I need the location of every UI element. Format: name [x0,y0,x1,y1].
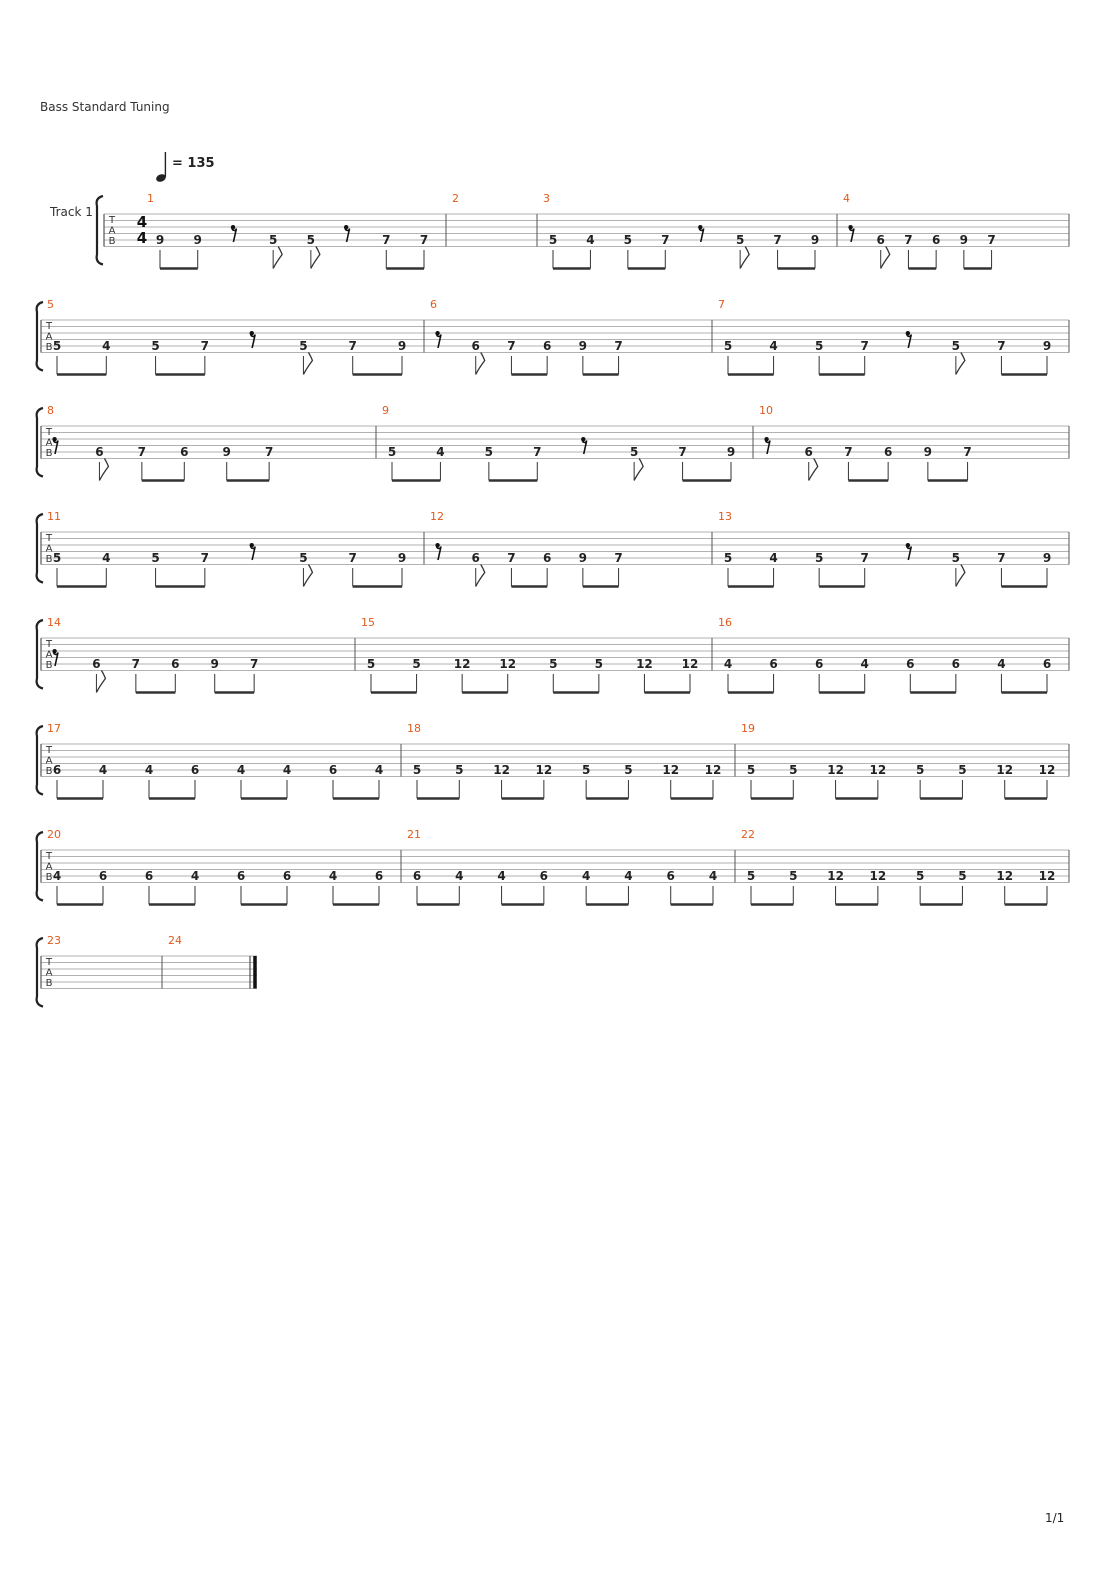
system-bracket [37,832,43,901]
note-flag [956,353,965,375]
eighth-rest-dot [231,225,235,229]
fret-number: 7 [904,233,913,247]
eighth-rest-dot [906,543,910,547]
measure-number: 24 [168,934,182,947]
fret-number: 5 [958,763,967,777]
fret-number: 6 [98,869,108,883]
fret-number: 5 [455,763,464,777]
fret-number: 7 [963,445,972,459]
fret-number: 12 [681,657,699,671]
tab-clef-letter: A [45,755,53,767]
fret-number: 5 [915,869,925,883]
tab-clef-letter: B [45,766,53,777]
measure-number: 15 [361,616,375,629]
tab-clef-letter: T [45,957,53,968]
tab-clef-letter: B [45,660,53,671]
note-flag [273,247,282,269]
fret-number: 6 [52,763,62,777]
fret-number: 7 [997,339,1006,353]
fret-number: 5 [814,551,824,565]
time-signature-bottom: 4 [136,229,148,247]
fret-number: 6 [769,657,778,671]
measure-number: 11 [47,510,61,523]
tab-clef-letter: B [45,342,53,353]
tuning-label: Bass Standard Tuning [40,100,170,114]
fret-number: 4 [328,869,338,883]
fret-number: 6 [95,445,104,459]
fret-number: 6 [542,551,552,565]
fret-number: 5 [151,551,160,565]
eighth-rest-dot [435,543,439,547]
tab-clef-letter: T [45,427,53,438]
fret-number: 7 [507,551,516,565]
fret-number: 7 [249,657,259,671]
fret-number: 7 [200,551,210,565]
fret-number: 9 [923,445,933,459]
fret-number: 6 [951,657,961,671]
fret-number: 7 [860,339,869,353]
fret-number: 6 [471,551,480,565]
measure-number: 17 [47,722,61,735]
fret-number: 6 [876,233,885,247]
fret-number: 5 [484,445,494,459]
fret-number: 4 [374,763,384,777]
fret-number: 4 [497,869,506,883]
fret-number: 5 [723,551,733,565]
fret-number: 5 [387,445,397,459]
tab-clef-letter: T [45,533,53,544]
measure-number: 18 [407,722,421,735]
fret-number: 7 [773,233,782,247]
eighth-rest-dot [764,437,768,441]
measure-number: 13 [718,510,732,523]
fret-number: 5 [746,869,756,883]
fret-number: 5 [549,657,558,671]
fret-number: 4 [144,763,154,777]
system-bracket [37,620,43,689]
fret-number: 5 [299,339,308,353]
fret-number: 9 [222,445,231,459]
note-flag [634,459,643,481]
fret-number: 7 [614,339,623,353]
measure-number: 21 [407,828,421,841]
fret-number: 7 [614,551,623,565]
measure-number: 3 [543,192,550,205]
fret-number: 6 [814,657,824,671]
note-flag [303,353,312,375]
note-flag [303,565,312,587]
measure-number: 23 [47,934,61,947]
eighth-rest-dot [344,225,348,229]
fret-number: 6 [1042,657,1052,671]
eighth-rest-dot [848,225,852,229]
fret-number: 5 [268,233,278,247]
fret-number: 5 [366,657,376,671]
fret-number: 12 [535,763,553,777]
measure-number: 2 [452,192,459,205]
fret-number: 5 [594,657,604,671]
page-number: 1/1 [1045,1511,1065,1525]
fret-number: 7 [533,445,542,459]
fret-number: 7 [419,233,429,247]
fret-number: 6 [883,445,893,459]
system-bracket [37,408,43,477]
fret-number: 12 [827,869,844,883]
fret-number: 9 [726,445,736,459]
measure-number: 10 [759,404,773,417]
fret-number: 12 [996,869,1014,883]
fret-number: 7 [137,445,147,459]
measure-number: 14 [47,616,61,629]
fret-number: 7 [661,233,670,247]
fret-number: 5 [548,233,558,247]
fret-number: 5 [746,763,756,777]
tab-clef-letter: B [45,872,53,883]
fret-number: 5 [581,763,591,777]
system-bracket [37,938,43,1007]
fret-number: 9 [1042,551,1052,565]
fret-number: 4 [190,869,200,883]
fret-number: 6 [180,445,189,459]
fret-number: 7 [348,551,357,565]
fret-number: 12 [453,657,471,671]
fret-number: 6 [539,869,549,883]
measure-number: 8 [47,404,54,417]
note-flag [476,565,485,587]
measure-number: 20 [47,828,61,841]
fret-number: 4 [708,869,718,883]
fret-number: 4 [236,763,246,777]
tab-clef-letter: A [45,967,53,979]
fret-number: 6 [374,869,384,883]
tab-clef-letter: A [45,649,53,661]
tab-clef-letter: A [45,331,53,343]
note-flag [96,671,105,693]
tab-clef-letter: A [108,225,116,237]
measure-number: 7 [718,298,725,311]
measure-number: 16 [718,616,732,629]
fret-number: 7 [382,233,391,247]
fret-number: 6 [804,445,813,459]
fret-number: 9 [810,233,820,247]
eighth-rest-dot [435,331,439,335]
fret-number: 4 [723,657,733,671]
measure-number: 6 [430,298,437,311]
note-flag [740,247,749,269]
fret-number: 5 [52,339,62,353]
measure-number: 22 [741,828,755,841]
tab-clef-letter: T [45,321,53,332]
tab-clef-letter: A [45,437,53,449]
tab-clef-letter: T [45,745,53,756]
tempo-value: = 135 [172,156,215,171]
fret-number: 5 [629,445,639,459]
measure-number: 5 [47,298,54,311]
fret-number: 7 [844,445,853,459]
fret-number: 9 [193,233,202,247]
fret-number: 12 [704,763,722,777]
fret-number: 4 [581,869,591,883]
fret-number: 6 [666,869,675,883]
fret-number: 4 [586,233,595,247]
tab-clef-letter: B [45,554,53,565]
fret-number: 4 [997,657,1006,671]
fret-number: 4 [769,551,778,565]
fret-number: 7 [860,551,869,565]
fret-number: 6 [471,339,480,353]
fret-number: 5 [958,869,967,883]
tab-clef-letter: T [45,851,53,862]
fret-number: 12 [996,763,1014,777]
fret-number: 6 [542,339,552,353]
eighth-rest-dot [581,437,585,441]
note-flag [99,459,108,481]
fret-number: 4 [455,869,464,883]
track-name: Track 1 [50,205,93,219]
note-flag [809,459,818,481]
measure-number: 1 [147,192,154,205]
fret-number: 5 [299,551,308,565]
system-bracket [97,196,103,265]
fret-number: 12 [493,763,510,777]
fret-number: 6 [282,869,292,883]
fret-number: 4 [102,551,111,565]
fret-number: 6 [236,869,246,883]
tab-clef-letter: B [108,236,116,247]
fret-number: 5 [723,339,733,353]
fret-number: 5 [412,763,422,777]
fret-number: 5 [915,763,925,777]
fret-number: 5 [814,339,824,353]
measure-number: 19 [741,722,755,735]
tab-clef-letter: A [45,543,53,555]
note-flag [881,247,890,269]
fret-number: 5 [951,551,961,565]
system-bracket [37,726,43,795]
fret-number: 12 [1038,869,1056,883]
fret-number: 9 [959,233,969,247]
fret-number: 7 [987,233,996,247]
fret-number: 5 [151,339,160,353]
measure-number: 4 [843,192,850,205]
fret-number: 5 [623,233,633,247]
tab-clef-letter: A [45,861,53,873]
fret-number: 4 [769,339,778,353]
fret-number: 7 [131,657,141,671]
fret-number: 5 [52,551,62,565]
fret-number: 6 [328,763,338,777]
fret-number: 9 [210,657,219,671]
fret-number: 7 [997,551,1006,565]
fret-number: 6 [412,869,422,883]
fret-number: 12 [869,763,887,777]
fret-number: 7 [348,339,357,353]
fret-number: 6 [92,657,101,671]
fret-number: 5 [735,233,745,247]
eighth-rest-dot [906,331,910,335]
fret-number: 12 [499,657,517,671]
fret-number: 5 [789,763,798,777]
fret-number: 4 [282,763,292,777]
fret-number: 12 [636,657,653,671]
system-bracket [37,514,43,583]
fret-number: 6 [144,869,154,883]
tab-clef-letter: T [108,215,116,226]
fret-number: 4 [436,445,445,459]
eighth-rest-dot [250,543,254,547]
fret-number: 4 [102,339,111,353]
tab-clef-letter: B [45,978,53,989]
fret-number: 5 [624,763,633,777]
fret-number: 9 [578,551,588,565]
fret-number: 6 [906,657,915,671]
fret-number: 7 [678,445,687,459]
note-flag [476,353,485,375]
fret-number: 7 [264,445,274,459]
fret-number: 4 [98,763,108,777]
fret-number: 12 [662,763,680,777]
fret-number: 5 [951,339,961,353]
fret-number: 12 [1038,763,1056,777]
fret-number: 12 [827,763,844,777]
eighth-rest-dot [52,437,56,441]
eighth-rest-dot [52,649,56,653]
fret-number: 6 [190,763,200,777]
note-flag [311,247,320,269]
fret-number: 4 [624,869,633,883]
tab-clef-letter: B [45,448,53,459]
fret-number: 6 [931,233,941,247]
system-bracket [37,302,43,371]
fret-number: 9 [397,339,407,353]
fret-number: 9 [397,551,407,565]
fret-number: 12 [869,869,887,883]
measure-number: 12 [430,510,444,523]
fret-number: 7 [507,339,516,353]
fret-number: 9 [1042,339,1052,353]
time-signature-top: 4 [136,213,148,231]
fret-number: 5 [789,869,798,883]
eighth-rest-dot [698,225,702,229]
fret-number: 7 [200,339,210,353]
measure-number: 9 [382,404,389,417]
note-flag [956,565,965,587]
fret-number: 9 [155,233,165,247]
fret-number: 5 [306,233,316,247]
fret-number: 5 [412,657,421,671]
fret-number: 9 [578,339,588,353]
tab-clef-letter: T [45,639,53,650]
fret-number: 4 [52,869,62,883]
fret-number: 4 [860,657,869,671]
eighth-rest-dot [250,331,254,335]
fret-number: 6 [171,657,180,671]
